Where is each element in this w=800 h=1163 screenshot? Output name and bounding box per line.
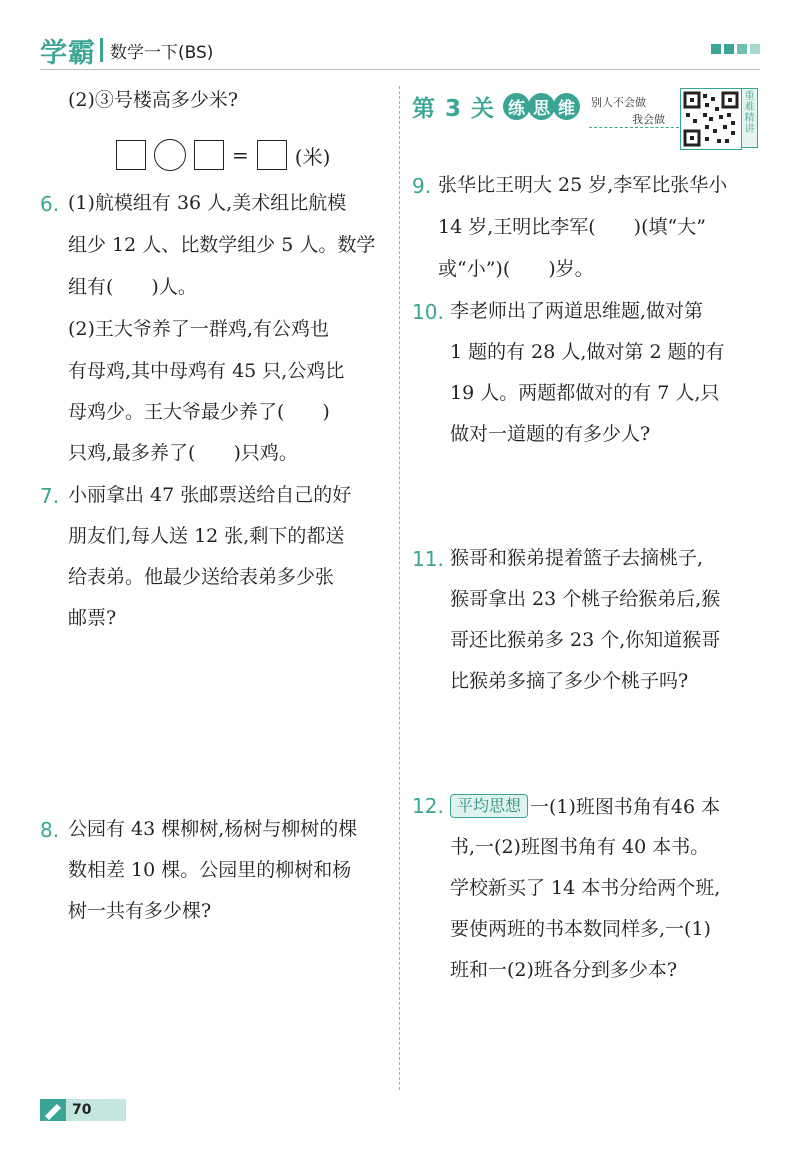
q11-line: 比猴弟多摘了多少个桃子吗? [450, 670, 689, 692]
q12-line [450, 794, 720, 818]
section-title: 第 3 关 [412, 96, 496, 122]
q6-line: 只鸡,最多养了( )只鸡。 [68, 442, 298, 464]
q5-part2: (2)③号楼高多少米? [68, 89, 239, 111]
question-number: 7. [40, 484, 60, 508]
question-number: 6. [40, 192, 60, 216]
logo: 学霸 [40, 37, 96, 69]
operator-circle[interactable] [154, 139, 186, 171]
question-number: 12. [412, 794, 444, 818]
square-icon [737, 44, 747, 54]
qr-side-label: 重难精讲 [741, 88, 758, 148]
q9-line: 或“小”)( )岁。 [438, 258, 594, 280]
q11-line: 哥还比猴弟多 23 个,你知道猴哥 [450, 629, 721, 651]
question-number: 8. [40, 818, 60, 842]
slogan-line2: 我会做 [632, 113, 665, 126]
q10-line: 李老师出了两道思维题,做对第 [450, 300, 704, 322]
q9-line: 张华比王明大 25 岁,李军比张华小 [438, 174, 728, 196]
section-header [412, 90, 578, 123]
q10-line: 19 人。两题都做对的有 7 人,只 [450, 382, 720, 404]
pencil-icon [40, 1099, 66, 1121]
equation-blanks [116, 139, 330, 171]
q12-first-line: 一(1)班图书角有46 本 [530, 796, 721, 818]
page-number: 70 [66, 1099, 126, 1121]
q6-line: 有母鸡,其中母鸡有 45 只,公鸡比 [68, 360, 345, 382]
q12-line: 学校新买了 14 本书分给两个班, [450, 877, 721, 899]
q6-line: (1)航模组有 36 人,美术组比航模 [68, 192, 347, 214]
equals-sign: = [232, 143, 249, 167]
bubble-char: 维 [553, 93, 580, 120]
square-icon [750, 44, 760, 54]
q12-line: 班和一(2)班各分到多少本? [450, 959, 678, 981]
logo-separator [100, 38, 103, 62]
question-number: 10. [412, 300, 444, 324]
q8-line: 公园有 43 棵柳树,杨树与柳树的棵 [68, 818, 358, 840]
qr-code-icon[interactable] [680, 88, 742, 150]
answer-box[interactable] [194, 140, 224, 170]
q7-line: 朋友们,每人送 12 张,剩下的都送 [68, 525, 345, 547]
header-rule [40, 69, 760, 70]
q7-line: 给表弟。他最少送给表弟多少张 [68, 566, 335, 588]
bubble-char: 思 [528, 93, 555, 120]
q9-line: 14 岁,王明比李军( )(填“大” [438, 216, 706, 238]
q7-line: 小丽拿出 47 张邮票送给自己的好 [68, 484, 352, 506]
answer-box[interactable] [116, 140, 146, 170]
question-number: 9. [412, 174, 432, 198]
q12-line: 要使两班的书本数同样多,一(1) [450, 918, 711, 940]
footer [40, 1099, 126, 1121]
q8-line: 树一共有多少棵? [68, 900, 212, 922]
q11-line: 猴哥拿出 23 个桃子给猴弟后,猴 [450, 588, 721, 610]
subject-title: 数学一下(BS) [110, 42, 214, 63]
q11-line: 猴哥和猴弟提着篮子去摘桃子, [450, 547, 704, 569]
method-tag: 平均思想 [450, 794, 528, 818]
bubble-char: 练 [503, 93, 530, 120]
q7-line: 邮票? [68, 607, 117, 629]
question-number: 11. [412, 547, 444, 571]
q10-line: 1 题的有 28 人,做对第 2 题的有 [450, 341, 725, 363]
square-icon [724, 44, 734, 54]
q6-line: 组少 12 人、比数学组少 5 人。数学 [68, 234, 376, 256]
q6-line: (2)王大爷养了一群鸡,有公鸡也 [68, 318, 329, 340]
header-brand [40, 30, 213, 70]
header-squares [711, 44, 760, 54]
q6-line: 母鸡少。王大爷最少养了( ) [68, 401, 330, 423]
section-bubbles [503, 93, 578, 120]
slogan-underline [589, 127, 679, 128]
answer-box[interactable] [257, 140, 287, 170]
q8-line: 数相差 10 棵。公园里的柳树和杨 [68, 859, 352, 881]
square-icon [711, 44, 721, 54]
column-divider [399, 86, 400, 1090]
slogan-line1: 别人不会做 [591, 96, 646, 109]
q10-line: 做对一道题的有多少人? [450, 423, 651, 445]
unit-label: (米) [294, 144, 331, 169]
q12-line: 书,一(2)班图书角有 40 本书。 [450, 836, 710, 858]
q6-line: 组有( )人。 [68, 276, 197, 298]
